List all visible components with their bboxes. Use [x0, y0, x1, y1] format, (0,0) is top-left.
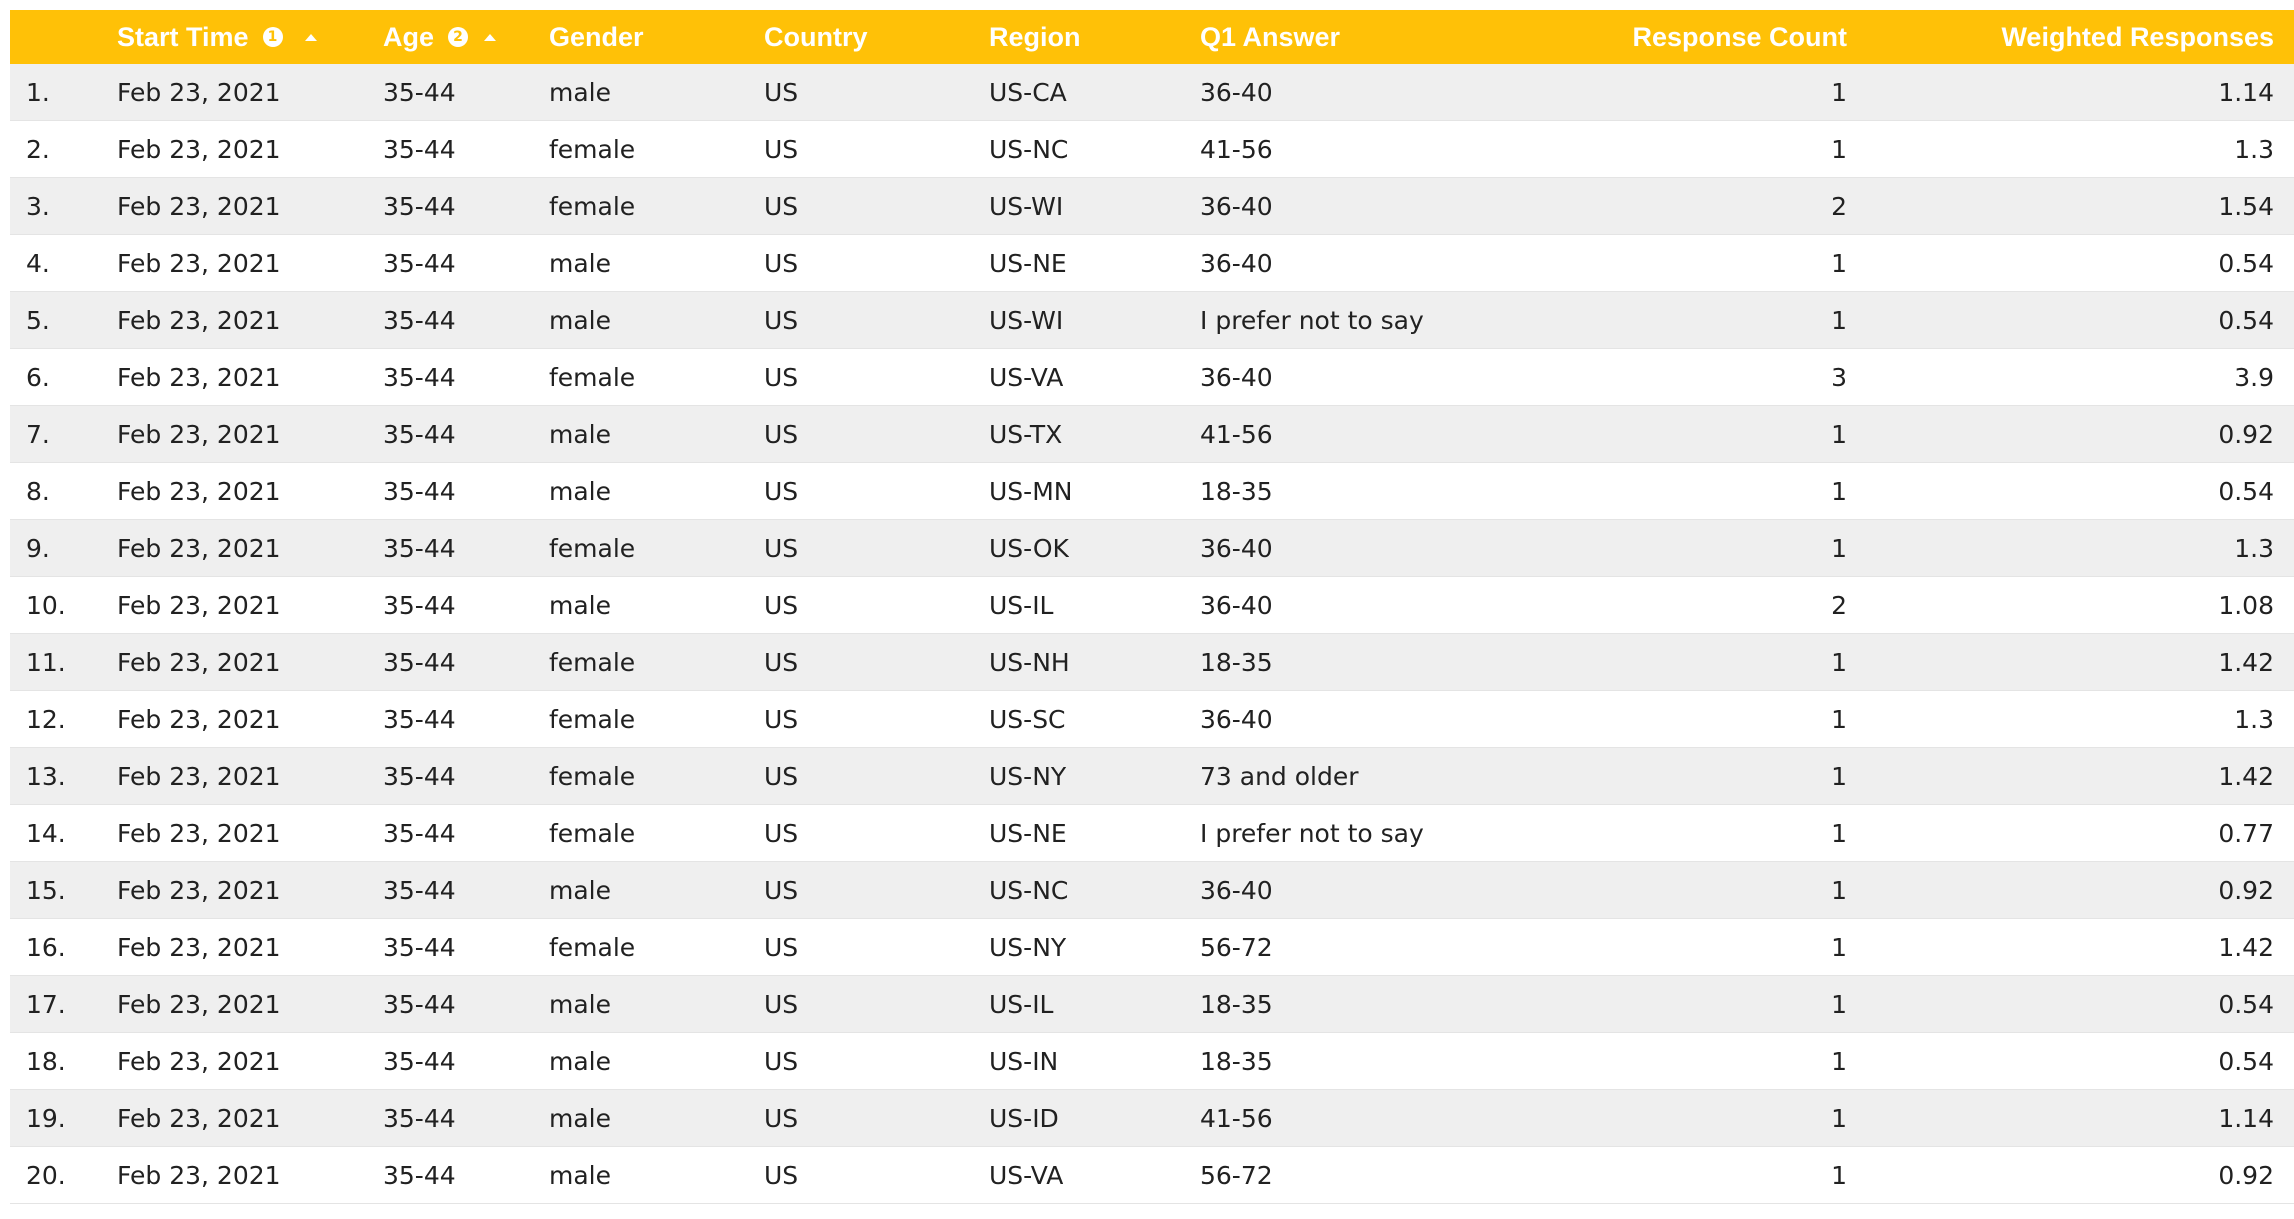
- age-cell: 35-44: [383, 191, 456, 221]
- country-cell: US: [764, 647, 799, 677]
- country-cell: US: [764, 305, 799, 335]
- age-cell: 35-44: [383, 419, 456, 449]
- region-cell: US-NC: [989, 134, 1069, 164]
- start-time-cell: Feb 23, 2021: [117, 1046, 281, 1076]
- table-row[interactable]: [10, 463, 2294, 520]
- start-time-cell: Feb 23, 2021: [117, 77, 281, 107]
- age-cell: 35-44: [383, 932, 456, 962]
- country-cell: US: [764, 875, 799, 905]
- gender-cell: female: [549, 533, 636, 563]
- sort-order-badge: 1: [263, 27, 283, 47]
- region-cell: US-IL: [989, 590, 1054, 620]
- q1-answer-cell: 73 and older: [1200, 761, 1359, 791]
- region-cell: US-OK: [989, 533, 1069, 563]
- q1-answer-cell: I prefer not to say: [1200, 305, 1424, 335]
- gender-cell: male: [549, 1160, 611, 1190]
- column-header-age[interactable]: [383, 10, 496, 64]
- country-cell: US: [764, 590, 799, 620]
- response-count-cell: 1: [1831, 1046, 1847, 1076]
- q1-answer-cell: 18-35: [1200, 647, 1273, 677]
- column-header-weighted-responses[interactable]: [1910, 10, 2274, 64]
- region-cell: US-NE: [989, 248, 1067, 278]
- table-row[interactable]: [10, 691, 2294, 748]
- gender-cell: female: [549, 191, 636, 221]
- q1-answer-cell: 18-35: [1200, 989, 1273, 1019]
- gender-cell: female: [549, 647, 636, 677]
- region-cell: US-VA: [989, 1160, 1064, 1190]
- gender-cell: male: [549, 77, 611, 107]
- weighted-responses-cell: 1.14: [2218, 1103, 2274, 1133]
- sort-ascending-icon[interactable]: [305, 34, 317, 41]
- age-cell: 35-44: [383, 875, 456, 905]
- weighted-responses-cell: 1.14: [2218, 77, 2274, 107]
- response-count-cell: 1: [1831, 818, 1847, 848]
- response-count-cell: 1: [1831, 77, 1847, 107]
- sort-ascending-icon[interactable]: [484, 34, 496, 41]
- response-count-cell: 1: [1831, 305, 1847, 335]
- table-row[interactable]: [10, 1090, 2294, 1147]
- table-row[interactable]: [10, 919, 2294, 976]
- response-count-cell: 1: [1831, 875, 1847, 905]
- column-header-region[interactable]: [989, 10, 1081, 64]
- age-cell: 35-44: [383, 1046, 456, 1076]
- row-index-cell: 5.: [26, 305, 50, 335]
- region-cell: US-NC: [989, 875, 1069, 905]
- column-header-label: Start Time: [117, 21, 249, 52]
- region-cell: US-WI: [989, 191, 1064, 221]
- table-row[interactable]: [10, 1033, 2294, 1090]
- column-header-start-time[interactable]: [117, 10, 317, 64]
- column-header-q1-answer[interactable]: [1200, 10, 1340, 64]
- row-index-cell: 4.: [26, 248, 50, 278]
- response-count-cell: 1: [1831, 1103, 1847, 1133]
- start-time-cell: Feb 23, 2021: [117, 476, 281, 506]
- start-time-cell: Feb 23, 2021: [117, 647, 281, 677]
- row-index-cell: 15.: [26, 875, 66, 905]
- start-time-cell: Feb 23, 2021: [117, 533, 281, 563]
- age-cell: 35-44: [383, 305, 456, 335]
- q1-answer-cell: 56-72: [1200, 1160, 1273, 1190]
- start-time-cell: Feb 23, 2021: [117, 419, 281, 449]
- row-index-cell: 11.: [26, 647, 66, 677]
- table-row[interactable]: [10, 349, 2294, 406]
- q1-answer-cell: 36-40: [1200, 77, 1273, 107]
- q1-answer-cell: I prefer not to say: [1200, 818, 1424, 848]
- sort-order-badge: 2: [448, 27, 468, 47]
- weighted-responses-cell: 3.9: [2234, 362, 2274, 392]
- row-index-cell: 20.: [26, 1160, 66, 1190]
- table-row[interactable]: [10, 292, 2294, 349]
- table-body: [10, 64, 2294, 1204]
- country-cell: US: [764, 704, 799, 734]
- region-cell: US-VA: [989, 362, 1064, 392]
- start-time-cell: Feb 23, 2021: [117, 134, 281, 164]
- region-cell: US-ID: [989, 1103, 1059, 1133]
- q1-answer-cell: 18-35: [1200, 476, 1273, 506]
- start-time-cell: Feb 23, 2021: [117, 818, 281, 848]
- row-index-cell: 7.: [26, 419, 50, 449]
- age-cell: 35-44: [383, 362, 456, 392]
- q1-answer-cell: 36-40: [1200, 248, 1273, 278]
- age-cell: 35-44: [383, 704, 456, 734]
- country-cell: US: [764, 932, 799, 962]
- region-cell: US-TX: [989, 419, 1063, 449]
- weighted-responses-cell: 0.92: [2218, 419, 2274, 449]
- gender-cell: female: [549, 704, 636, 734]
- response-count-cell: 2: [1831, 191, 1847, 221]
- table-row[interactable]: [10, 577, 2294, 634]
- response-count-cell: 1: [1831, 419, 1847, 449]
- q1-answer-cell: 36-40: [1200, 875, 1273, 905]
- gender-cell: male: [549, 1103, 611, 1133]
- gender-cell: male: [549, 248, 611, 278]
- start-time-cell: Feb 23, 2021: [117, 932, 281, 962]
- age-cell: 35-44: [383, 248, 456, 278]
- start-time-cell: Feb 23, 2021: [117, 1103, 281, 1133]
- age-cell: 35-44: [383, 590, 456, 620]
- weighted-responses-cell: 0.54: [2218, 305, 2274, 335]
- row-index-cell: 13.: [26, 761, 66, 791]
- start-time-cell: Feb 23, 2021: [117, 248, 281, 278]
- region-cell: US-NY: [989, 761, 1067, 791]
- age-cell: 35-44: [383, 476, 456, 506]
- response-count-cell: 1: [1831, 134, 1847, 164]
- country-cell: US: [764, 533, 799, 563]
- response-count-cell: 1: [1831, 761, 1847, 791]
- start-time-cell: Feb 23, 2021: [117, 761, 281, 791]
- row-index-cell: 8.: [26, 476, 50, 506]
- weighted-responses-cell: 1.3: [2234, 704, 2274, 734]
- table-row[interactable]: [10, 235, 2294, 292]
- column-header-gender[interactable]: [549, 10, 644, 64]
- column-header-label: Age: [383, 21, 435, 52]
- weighted-responses-cell: 0.54: [2218, 248, 2274, 278]
- gender-cell: female: [549, 362, 636, 392]
- age-cell: 35-44: [383, 1160, 456, 1190]
- column-header-label: Country: [764, 21, 868, 52]
- table-row[interactable]: [10, 64, 2294, 121]
- row-index-cell: 10.: [26, 590, 66, 620]
- age-cell: 35-44: [383, 77, 456, 107]
- column-header-country[interactable]: [764, 10, 868, 64]
- start-time-cell: Feb 23, 2021: [117, 305, 281, 335]
- row-index-cell: 1.: [26, 77, 50, 107]
- weighted-responses-cell: 0.54: [2218, 989, 2274, 1019]
- weighted-responses-cell: 0.54: [2218, 1046, 2274, 1076]
- age-cell: 35-44: [383, 533, 456, 563]
- column-header-label: Q1 Answer: [1200, 21, 1341, 52]
- response-count-cell: 1: [1831, 476, 1847, 506]
- weighted-responses-cell: 0.92: [2218, 1160, 2274, 1190]
- row-index-cell: 14.: [26, 818, 66, 848]
- country-cell: US: [764, 77, 799, 107]
- table-row[interactable]: [10, 406, 2294, 463]
- region-cell: US-CA: [989, 77, 1067, 107]
- start-time-cell: Feb 23, 2021: [117, 875, 281, 905]
- row-index-cell: 16.: [26, 932, 66, 962]
- country-cell: US: [764, 134, 799, 164]
- weighted-responses-cell: 0.92: [2218, 875, 2274, 905]
- gender-cell: male: [549, 1046, 611, 1076]
- q1-answer-cell: 18-35: [1200, 1046, 1273, 1076]
- weighted-responses-cell: 1.42: [2218, 932, 2274, 962]
- weighted-responses-cell: 1.54: [2218, 191, 2274, 221]
- response-count-cell: 1: [1831, 989, 1847, 1019]
- table-row[interactable]: [10, 805, 2294, 862]
- response-count-cell: 1: [1831, 248, 1847, 278]
- age-cell: 35-44: [383, 134, 456, 164]
- start-time-cell: Feb 23, 2021: [117, 191, 281, 221]
- response-count-cell: 1: [1831, 932, 1847, 962]
- country-cell: US: [764, 191, 799, 221]
- table-row[interactable]: [10, 862, 2294, 919]
- gender-cell: male: [549, 875, 611, 905]
- weighted-responses-cell: 0.54: [2218, 476, 2274, 506]
- country-cell: US: [764, 1046, 799, 1076]
- country-cell: US: [764, 476, 799, 506]
- response-count-cell: 1: [1831, 1160, 1847, 1190]
- age-cell: 35-44: [383, 818, 456, 848]
- response-count-cell: 1: [1831, 704, 1847, 734]
- region-cell: US-WI: [989, 305, 1064, 335]
- weighted-responses-cell: 1.3: [2234, 533, 2274, 563]
- column-header-label: Region: [989, 21, 1081, 52]
- gender-cell: female: [549, 761, 636, 791]
- table-row[interactable]: [10, 976, 2294, 1033]
- gender-cell: female: [549, 932, 636, 962]
- age-cell: 35-44: [383, 647, 456, 677]
- country-cell: US: [764, 419, 799, 449]
- column-header-label: Gender: [549, 21, 644, 52]
- region-cell: US-NY: [989, 932, 1067, 962]
- gender-cell: male: [549, 476, 611, 506]
- start-time-cell: Feb 23, 2021: [117, 590, 281, 620]
- country-cell: US: [764, 989, 799, 1019]
- gender-cell: female: [549, 818, 636, 848]
- age-cell: 35-44: [383, 761, 456, 791]
- weighted-responses-cell: 0.77: [2218, 818, 2274, 848]
- table-row[interactable]: [10, 520, 2294, 577]
- age-cell: 35-44: [383, 989, 456, 1019]
- country-cell: US: [764, 818, 799, 848]
- column-header-response-count[interactable]: [1510, 10, 1847, 64]
- country-cell: US: [764, 248, 799, 278]
- q1-answer-cell: 36-40: [1200, 191, 1273, 221]
- response-count-cell: 1: [1831, 533, 1847, 563]
- start-time-cell: Feb 23, 2021: [117, 362, 281, 392]
- region-cell: US-NE: [989, 818, 1067, 848]
- response-count-cell: 1: [1831, 647, 1847, 677]
- row-index-cell: 19.: [26, 1103, 66, 1133]
- table-row[interactable]: [10, 178, 2294, 235]
- q1-answer-cell: 41-56: [1200, 134, 1273, 164]
- row-index-cell: 6.: [26, 362, 50, 392]
- q1-answer-cell: 36-40: [1200, 362, 1273, 392]
- table-row[interactable]: [10, 1147, 2294, 1204]
- data-table: [10, 10, 2294, 1204]
- gender-cell: male: [549, 590, 611, 620]
- region-cell: US-MN: [989, 476, 1073, 506]
- weighted-responses-cell: 1.08: [2218, 590, 2274, 620]
- q1-answer-cell: 56-72: [1200, 932, 1273, 962]
- gender-cell: male: [549, 989, 611, 1019]
- row-index-cell: 17.: [26, 989, 66, 1019]
- region-cell: US-IL: [989, 989, 1054, 1019]
- row-index-cell: 18.: [26, 1046, 66, 1076]
- row-index-cell: 12.: [26, 704, 66, 734]
- row-index-cell: 2.: [26, 134, 50, 164]
- age-cell: 35-44: [383, 1103, 456, 1133]
- q1-answer-cell: 41-56: [1200, 1103, 1273, 1133]
- q1-answer-cell: 41-56: [1200, 419, 1273, 449]
- region-cell: US-NH: [989, 647, 1070, 677]
- weighted-responses-cell: 1.3: [2234, 134, 2274, 164]
- start-time-cell: Feb 23, 2021: [117, 989, 281, 1019]
- q1-answer-cell: 36-40: [1200, 590, 1273, 620]
- column-header-label: Response Count: [1632, 21, 1847, 52]
- country-cell: US: [764, 761, 799, 791]
- response-count-cell: 3: [1831, 362, 1847, 392]
- country-cell: US: [764, 1160, 799, 1190]
- country-cell: US: [764, 1103, 799, 1133]
- region-cell: US-SC: [989, 704, 1066, 734]
- country-cell: US: [764, 362, 799, 392]
- region-cell: US-IN: [989, 1046, 1059, 1076]
- table-row[interactable]: [10, 748, 2294, 805]
- gender-cell: male: [549, 419, 611, 449]
- table-row[interactable]: [10, 634, 2294, 691]
- start-time-cell: Feb 23, 2021: [117, 1160, 281, 1190]
- row-index-cell: 9.: [26, 533, 50, 563]
- q1-answer-cell: 36-40: [1200, 533, 1273, 563]
- row-index-cell: 3.: [26, 191, 50, 221]
- column-header-label: Weighted Responses: [2001, 21, 2274, 52]
- gender-cell: female: [549, 134, 636, 164]
- gender-cell: male: [549, 305, 611, 335]
- response-count-cell: 2: [1831, 590, 1847, 620]
- table-row[interactable]: [10, 121, 2294, 178]
- weighted-responses-cell: 1.42: [2218, 761, 2274, 791]
- table-header: [10, 10, 2294, 64]
- start-time-cell: Feb 23, 2021: [117, 704, 281, 734]
- weighted-responses-cell: 1.42: [2218, 647, 2274, 677]
- q1-answer-cell: 36-40: [1200, 704, 1273, 734]
